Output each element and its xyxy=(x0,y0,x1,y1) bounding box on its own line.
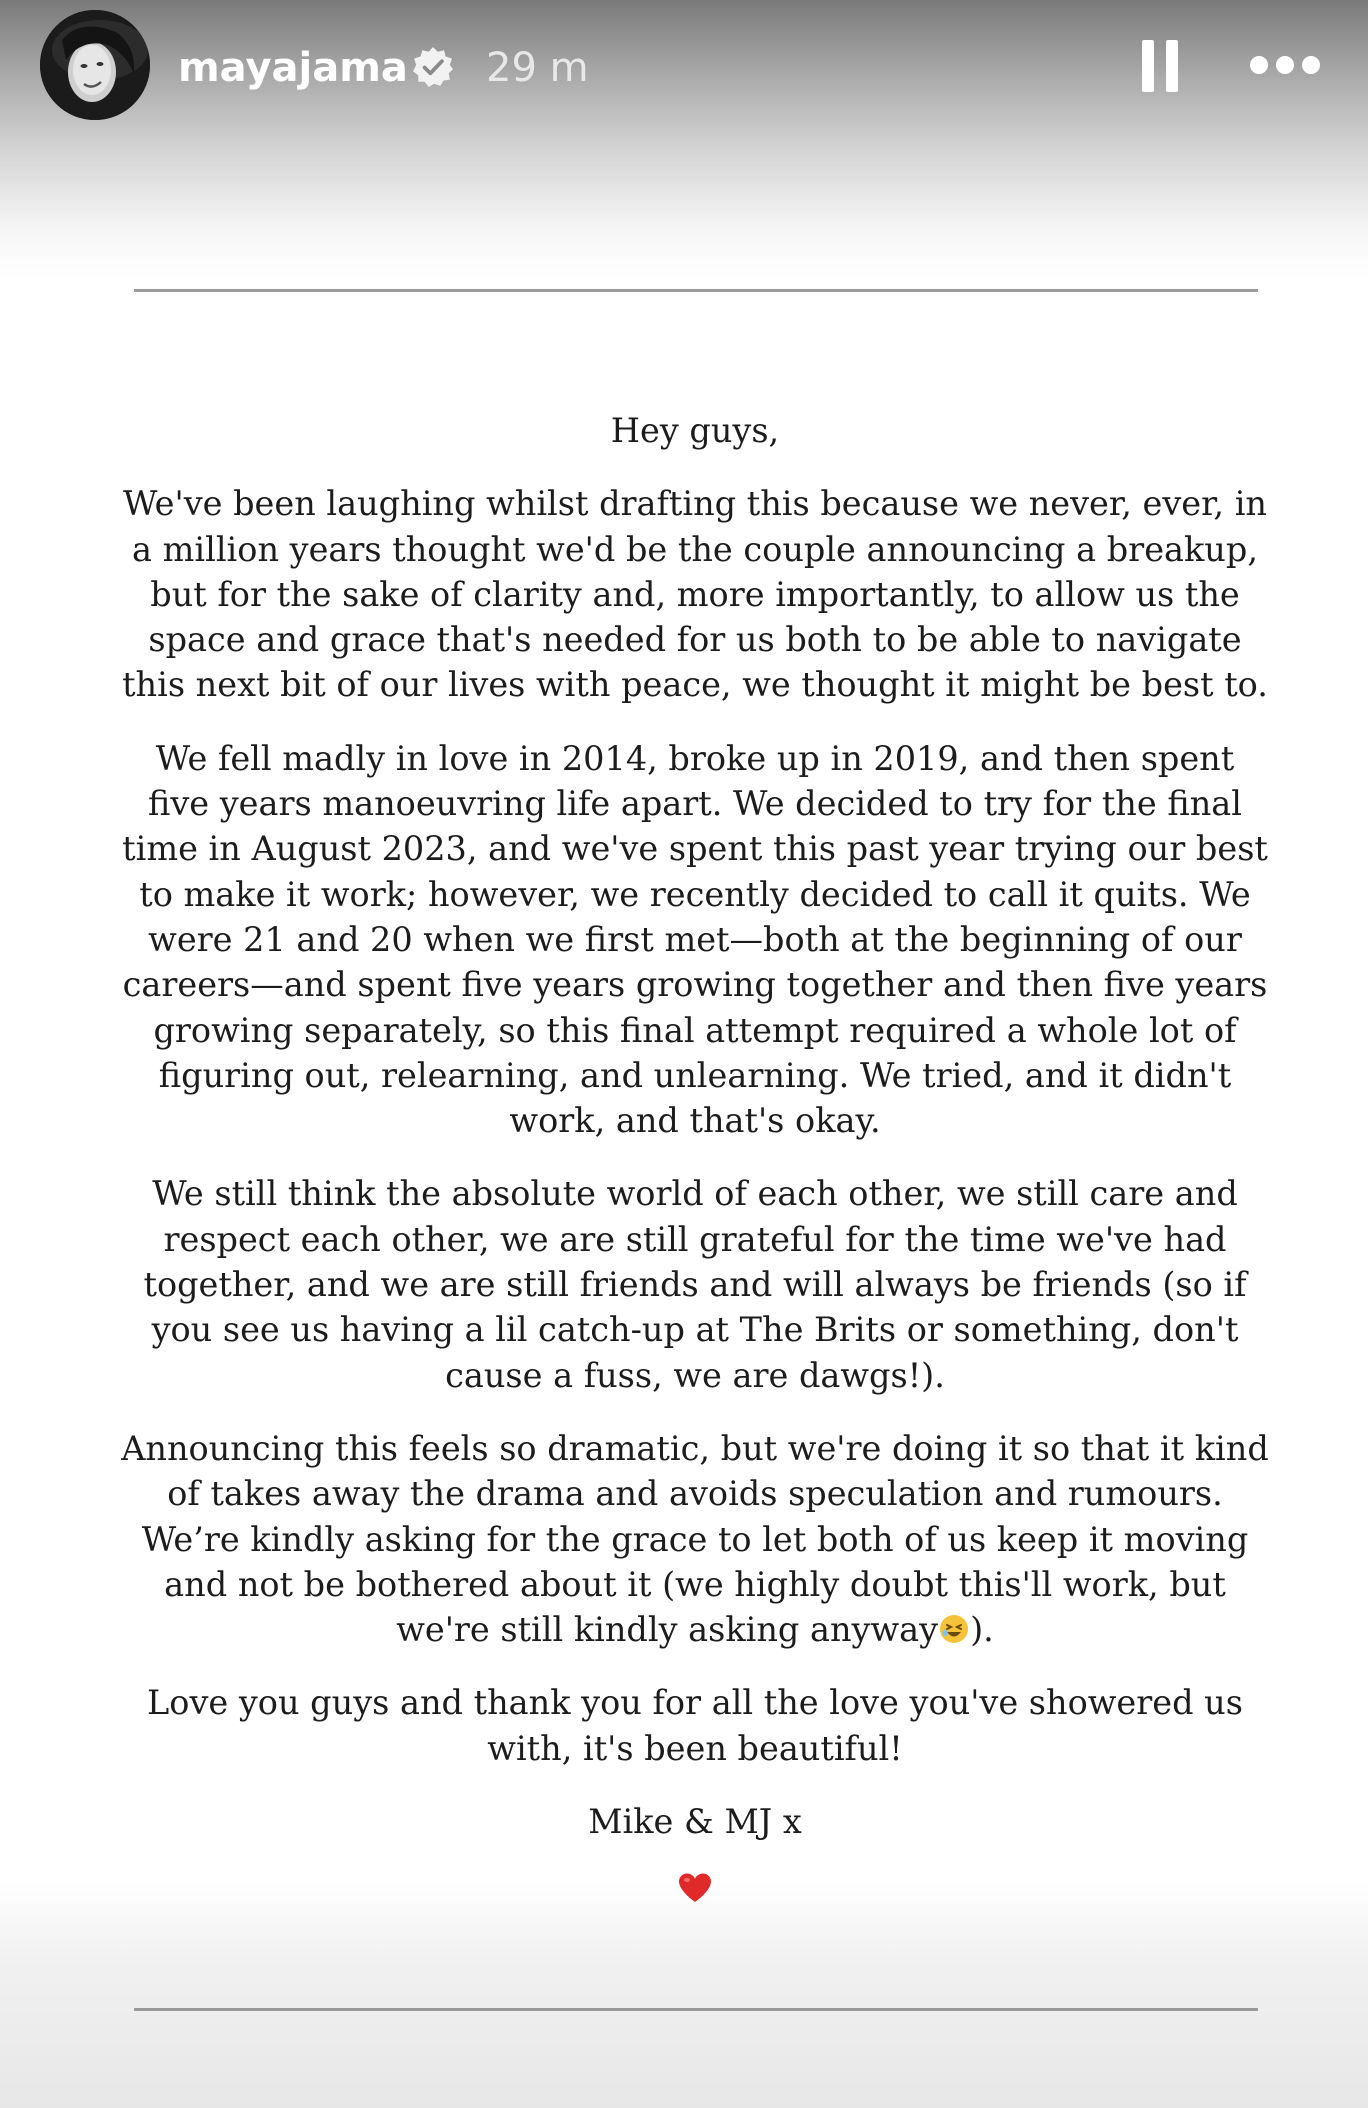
avatar-photo-icon xyxy=(40,10,150,120)
letter-greeting: Hey guys, xyxy=(610,411,780,450)
avatar[interactable] xyxy=(40,10,150,120)
more-options-dot xyxy=(1302,56,1320,74)
red-heart-icon xyxy=(677,1872,713,1904)
username[interactable]: mayajama xyxy=(178,45,408,91)
letter-paragraph: Love you guys and thank you for all the love you've showered us with, it's been beautiful! xyxy=(147,1683,1243,1768)
letter-paragraph: We still think the absolute world of each other, we still care and respect each other, we are still grateful for the time we've had together, and we are still friends and will always be friends (so if you see us having a lil catch-up at The Brits or something, don't cause a fuss, we are dawgs!). xyxy=(143,1174,1247,1395)
letter-paragraph-end: ). xyxy=(970,1610,994,1650)
story-header xyxy=(0,0,1368,140)
story-letter xyxy=(120,408,1270,1904)
letter-paragraph-text: Announcing this feels so dramatic, but we're doing it so that it kind of takes away the drama and avoids speculation and rumours. We’re kindly asking for the grace to let both of us keep it moving and not be bothered about it (we highly doubt this'll work, but we're still kindly asking anyway xyxy=(121,1428,1269,1650)
top-divider xyxy=(134,289,1258,292)
pause-icon-bar xyxy=(1166,40,1178,92)
bottom-divider xyxy=(134,2008,1258,2011)
pause-button[interactable] xyxy=(1130,36,1190,96)
more-options-button[interactable] xyxy=(1240,40,1330,90)
more-options-icon xyxy=(1250,56,1268,74)
letter-signoff: Mike & MJ x xyxy=(588,1802,802,1842)
letter-paragraph: We've been laughing whilst drafting this because we never, ever, in a million years thought we'd be the couple announcing a breakup, but for the sake of clarity and, more importantly, to allow us the space and grace that's needed for us both to be able to navigate this next bit of our lives with peace, we thought it might be best to. xyxy=(122,484,1268,705)
letter-paragraph: We fell madly in love in 2014, broke up in 2019, and then spent five years manoeuvring life apart. We decided to try for the final time in August 2023, and we've spent this past year trying our best to make it work; however, we recently decided to call it quits. We were 21 and 20 when we first met—both at the beginning of our careers—and spent five years growing together and then five years growing separately, so this final attempt required a whole lot of figuring out, relearning, and unlearning. We tried, and it didn't work, and that's okay. xyxy=(122,738,1268,1141)
pause-icon xyxy=(1142,40,1154,92)
letter-paragraph-4 xyxy=(120,1426,1270,1652)
more-options-dot xyxy=(1276,56,1294,74)
verified-badge-icon xyxy=(412,46,454,88)
story-timestamp: 29 m xyxy=(486,45,589,91)
laughing-emoji-icon xyxy=(938,1613,970,1645)
